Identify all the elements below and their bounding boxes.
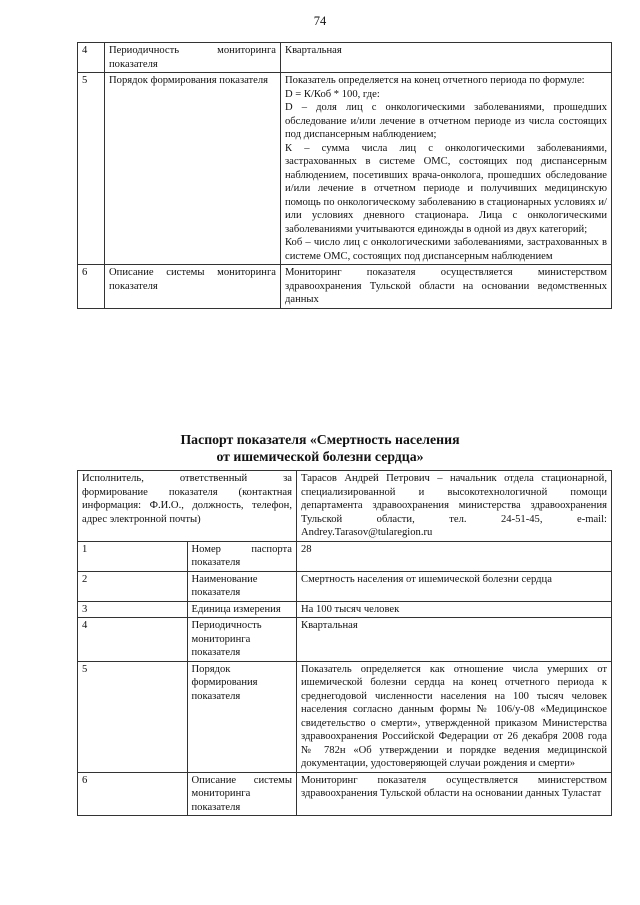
page-number: 74: [313, 14, 327, 28]
executor-value: Тарасов Андрей Петрович – начальник отдела стационарной, специализированной и высокотехнологичной помощи департамента здравоохранения министерства здравоохранения Тульской области, тел. 24-51-45, e-mail: Andrey.Tarasov@tularegion.ru: [297, 471, 612, 542]
table-row: [78, 541, 612, 571]
row-label: Единица измерения: [187, 601, 297, 618]
row-label: Порядок формирования показателя: [187, 661, 297, 772]
heading-line: Паспорт показателя «Смертность населения: [180, 432, 460, 447]
heading-line: от ишемической болезни сердца»: [216, 449, 424, 464]
row-value: Мониторинг показателя осуществляется министерством здравоохранения Тульской области на основании ведомственных данных: [281, 265, 612, 309]
row-label: Номер паспорта показателя: [187, 541, 297, 571]
row-number: 1: [78, 541, 188, 571]
executor-label: Исполнитель, ответственный за формирование показателя (контактная информация: Ф.И.О., должность, телефон, адрес электронной почты): [78, 471, 297, 542]
formula-definition-d: D – доля лиц с онкологическими заболеваниями, прошедших обследование и/или лечение в отчетном периоде из числа состоящих под диспансерным наблюдением;: [285, 102, 607, 140]
row-label: Описание системы мониторинга показателя: [105, 265, 281, 309]
table-row: [78, 618, 612, 662]
row-label: Периодичность мониторинга показателя: [187, 618, 297, 662]
table-row: [78, 601, 612, 618]
row-number: 4: [78, 618, 188, 662]
section-heading: [0, 431, 640, 465]
row-number: 5: [78, 661, 188, 772]
row-label: Наименование показателя: [187, 571, 297, 601]
row-value: На 100 тысяч человек: [297, 601, 612, 618]
row-number: 3: [78, 601, 188, 618]
row-value: Показатель определяется как отношение числа умерших от ишемической болезни сердца на конец отчетного периода к среднегодовой численности населения на 100 тысяч человек населения согласно данным формы № 106/у-08 «Медицинское свидетельство о смерти», утвержденной приказом Министерства здравоохранения Российской Федерации от 26 декабря 2008 года № 782н «Об утверждении и порядке ведения медицинской документации, удостоверяющей случаи рождения и смерти»: [297, 661, 612, 772]
row-number: 2: [78, 571, 188, 601]
indicator-passport-table-continued: [77, 42, 612, 309]
table-row: [78, 772, 612, 816]
row-label: Периодичность мониторинга показателя: [105, 43, 281, 73]
table-row: [78, 571, 612, 601]
formula-definition-k: К – сумма числа лиц с онкологическими заболеваниями, застрахованных в системе ОМС, состоящих под диспансерным наблюдением, посетивших врача-онколога, прошедших обследование и/или лечение в отчетном периоде и получивших медицинскую помощь по онкологическому заболеванию в стационарных условиях и/или условиях дневного стационара. Лица с онкологическими заболеваниями учитываются единожды в одной из двух категорий;: [285, 142, 607, 235]
row-label: Описание системы мониторинга показателя: [187, 772, 297, 816]
formula: D = К/Коб * 100, где:: [285, 88, 380, 100]
indicator-passport-table: [77, 470, 612, 816]
row-label: Порядок формирования показателя: [105, 73, 281, 265]
row-value: Смертность населения от ишемической болезни сердца: [297, 571, 612, 601]
table-row: [78, 43, 612, 73]
row-value: 28: [297, 541, 612, 571]
row-number: 4: [78, 43, 105, 73]
table-row-executor: [78, 471, 612, 542]
formula-intro: Показатель определяется на конец отчетного периода по формуле:: [285, 75, 585, 86]
row-number: 6: [78, 265, 105, 309]
row-value: Мониторинг показателя осуществляется министерством здравоохранения Тульской области на основании данных Туластат: [297, 772, 612, 816]
table-row: [78, 265, 612, 309]
formula-definition-kob: Коб – число лиц с онкологическими заболеваниями, застрахованных в системе ОМС, состоящих под диспансерным наблюдением: [285, 237, 607, 262]
table-row: [78, 661, 612, 772]
row-value: Квартальная: [297, 618, 612, 662]
table-row: [78, 73, 612, 265]
row-number: 6: [78, 772, 188, 816]
row-value: [281, 73, 612, 265]
row-number: 5: [78, 73, 105, 265]
row-value: Квартальная: [281, 43, 612, 73]
